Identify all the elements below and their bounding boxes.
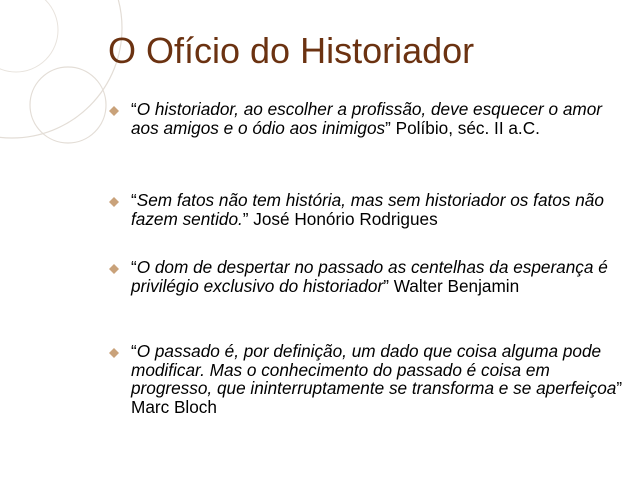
deco-circle-medium bbox=[30, 67, 106, 143]
quote-attribution: ” Marc Bloch bbox=[131, 378, 623, 417]
bullet-text bbox=[131, 258, 626, 295]
quote-open: “ bbox=[131, 99, 137, 119]
bullet-text bbox=[131, 191, 626, 228]
quote-open: “ bbox=[131, 257, 137, 277]
bullet-text bbox=[131, 342, 626, 416]
deco-circle-small bbox=[0, 0, 58, 72]
quote-text: O dom de despertar no passado as centelhas da esperança é privilégio exclusivo do historiador bbox=[131, 257, 608, 296]
quote-open: “ bbox=[131, 190, 137, 210]
diamond-bullet-icon bbox=[109, 197, 119, 207]
bullet-text bbox=[131, 100, 626, 137]
quote-text: Sem fatos não tem história, mas sem historiador os fatos não fazem sentido. bbox=[131, 190, 604, 229]
diamond-bullet-icon bbox=[109, 106, 119, 116]
diamond-bullet-icon bbox=[109, 348, 119, 358]
slide-title: O Ofício do Historiador bbox=[108, 30, 475, 71]
deco-circle-large bbox=[0, 0, 122, 138]
quote-text: O historiador, ao escolher a profissão, deve esquecer o amor aos amigos e o ódio aos inimigos bbox=[131, 99, 603, 138]
quote-attribution: ” José Honório Rodrigues bbox=[242, 208, 438, 229]
diamond-bullet-icon bbox=[109, 264, 119, 274]
quote-text: O passado é, por definição, um dado que coisa alguma pode modificar. Mas o conhecimento do passado é coisa em progresso, que ininterruptamente se transforma e se aperfeiçoa bbox=[131, 341, 617, 398]
quote-open: “ bbox=[131, 341, 137, 361]
quote-attribution: ” Walter Benjamin bbox=[383, 275, 520, 296]
quote-attribution: ” Políbio, séc. II a.C. bbox=[385, 117, 540, 138]
